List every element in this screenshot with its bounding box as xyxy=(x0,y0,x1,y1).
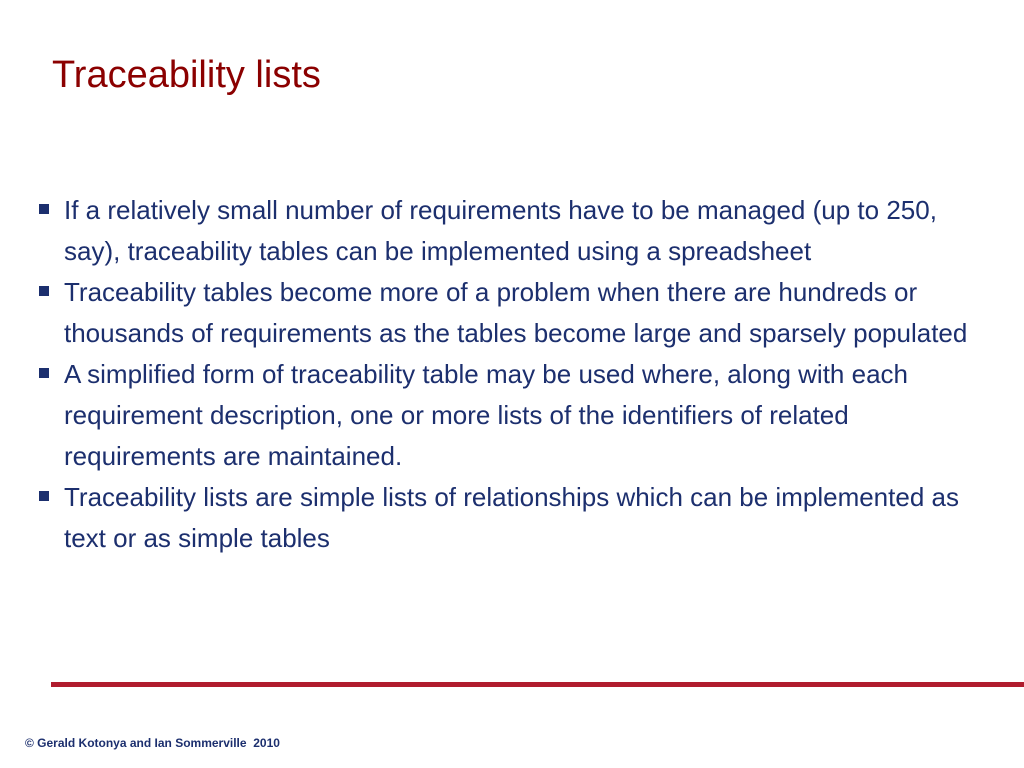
bullet-text: A simplified form of traceability table may be used where, along with each requirement description, one or more lists of the identifiers of related requirements are maintained. xyxy=(64,359,908,471)
square-bullet-icon xyxy=(39,368,49,378)
bullet-item xyxy=(38,190,968,272)
slide-title: Traceability lists xyxy=(52,54,321,96)
bullet-item xyxy=(38,477,968,559)
bullet-item xyxy=(38,354,968,477)
bullet-list xyxy=(38,190,968,559)
square-bullet-icon xyxy=(39,204,49,214)
square-bullet-icon xyxy=(39,286,49,296)
footer-divider xyxy=(51,682,1024,687)
copyright-footer: © Gerald Kotonya and Ian Sommerville 2010 xyxy=(25,736,280,750)
bullet-text: Traceability lists are simple lists of relationships which can be implemented as text or as simple tables xyxy=(64,482,959,553)
bullet-text: If a relatively small number of requirements have to be managed (up to 250, say), traceability tables can be implemented using a spreadsheet xyxy=(64,195,937,266)
square-bullet-icon xyxy=(39,491,49,501)
bullet-text: Traceability tables become more of a problem when there are hundreds or thousands of requirements as the tables become large and sparsely populated xyxy=(64,277,968,348)
bullet-item xyxy=(38,272,968,354)
